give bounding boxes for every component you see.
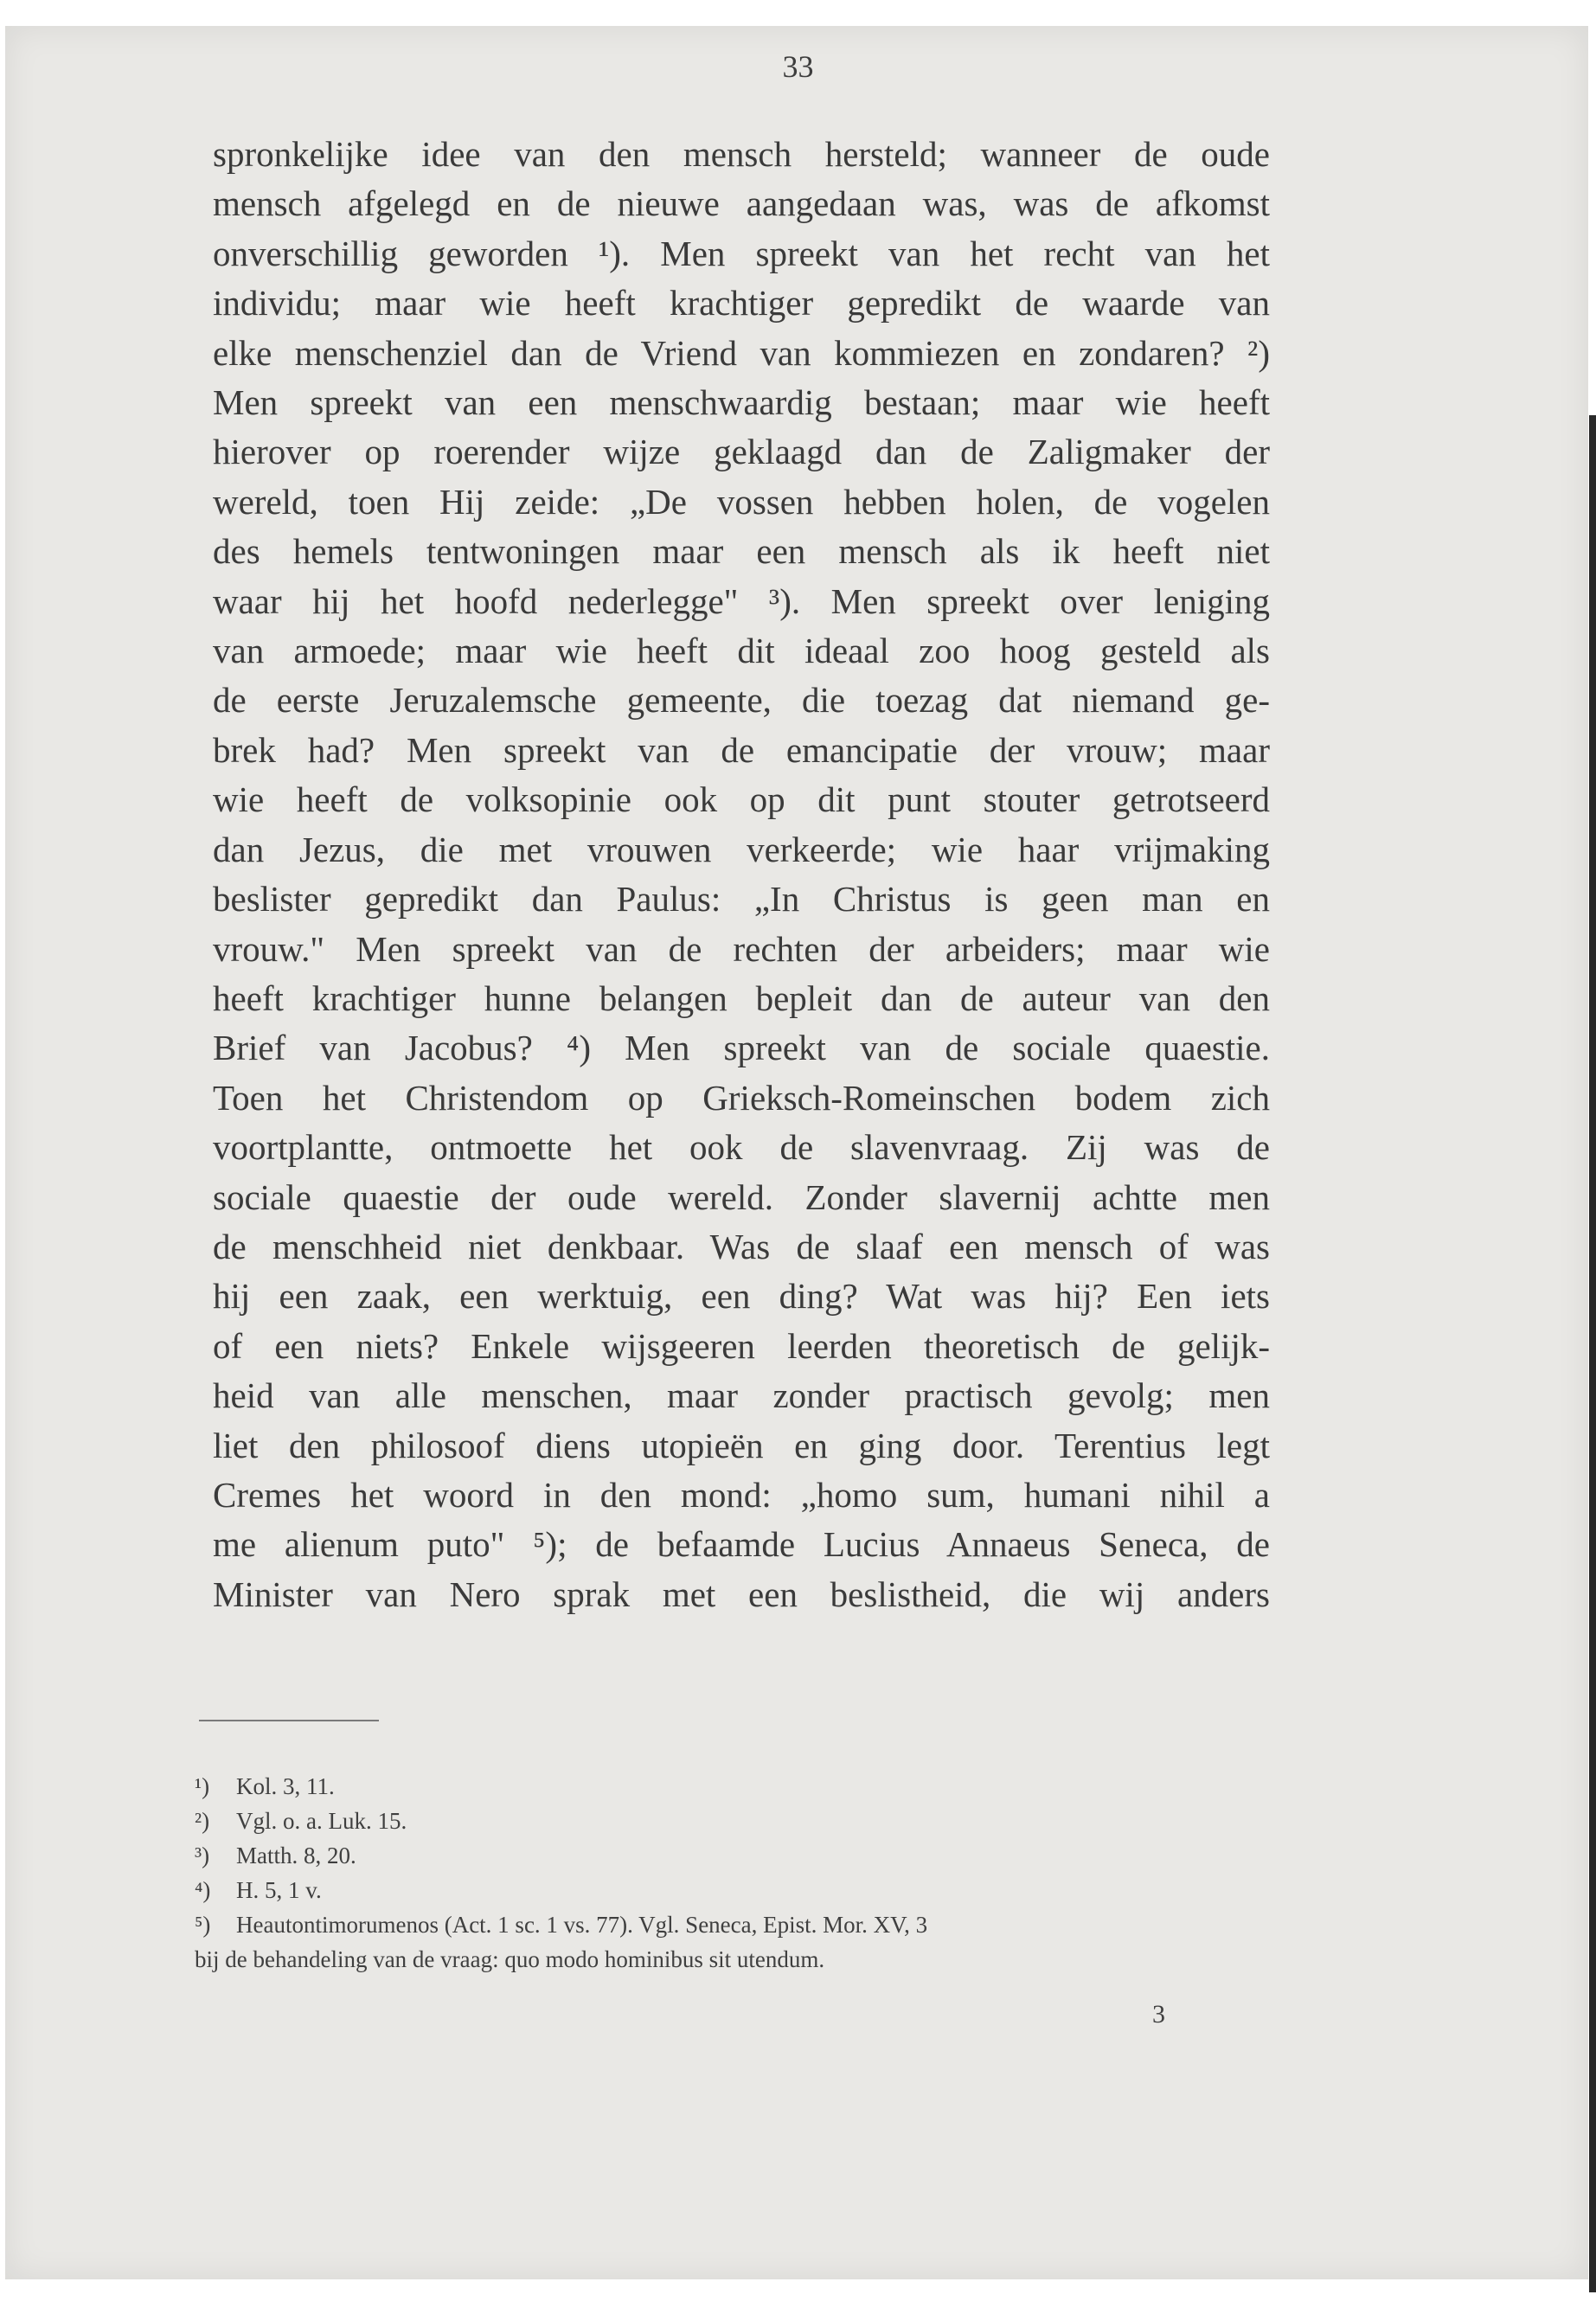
footnotes — [195, 1769, 1285, 1977]
footnote — [195, 1907, 1285, 1942]
text-line: Brief van Jacobus? ⁴) Men spreekt van de sociale quaestie. — [213, 1028, 1270, 1068]
binding-shadow-edge — [1589, 415, 1596, 2292]
footnote-text: Vgl. o. a. Luk. 15. — [236, 1808, 407, 1834]
footnote — [195, 1838, 1285, 1873]
text-line: mensch afgelegd en de nieuwe aangedaan was, was de afkomst — [213, 183, 1270, 224]
footnote — [195, 1873, 1285, 1907]
footnote-mark: ⁴) — [195, 1877, 211, 1903]
text-line: Cremes het woord in den mond: „homo sum, humani nihil a — [213, 1474, 1270, 1515]
text-line: wereld, toen Hij zeide: „De vossen hebben holen, de vogelen — [213, 481, 1270, 522]
text-line: dan Jezus, die met vrouwen verkeerde; wie haar vrijmaking — [213, 829, 1270, 869]
text-line: heid van alle menschen, maar zonder practisch gevolg; men — [213, 1375, 1270, 1416]
text-line: me alienum puto" ⁵); de befaamde Lucius Annaeus Seneca, de — [213, 1524, 1270, 1565]
text-line: Minister van Nero sprak met een beslistheid, die wij anders — [213, 1574, 1270, 1614]
footnote-mark: ²) — [195, 1808, 210, 1834]
footnote-mark: ⁵) — [195, 1912, 211, 1938]
text-line: vrouw." Men spreekt van de rechten der arbeiders; maar wie — [213, 928, 1270, 969]
footnote-continuation — [195, 1942, 1285, 1977]
text-line: waar hij het hoofd nederlegge" ³). Men spreekt over leniging — [213, 580, 1270, 621]
footnote-mark: ³) — [195, 1843, 210, 1868]
footnote-text: H. 5, 1 v. — [236, 1877, 322, 1903]
footnote-text: Kol. 3, 11. — [236, 1773, 335, 1799]
text-line: liet den philosoof diens utopieën en ging door. Terentius legt — [213, 1425, 1270, 1465]
footnote-mark: ¹) — [195, 1773, 210, 1799]
text-line: de eerste Jeruzalemsche gemeente, die toezag dat niemand ge- — [213, 680, 1270, 721]
footnote-text: Heautontimorumenos (Act. 1 sc. 1 vs. 77). Vgl. Seneca, Epist. Mor. XV, 3 — [236, 1912, 928, 1938]
text-line: des hemels tentwoningen maar een mensch als ik heeft niet — [213, 531, 1270, 572]
text-line: hij een zaak, een werktuig, een ding? Wat was hij? Een iets — [213, 1276, 1270, 1317]
text-line: Men spreekt van een menschwaardig bestaan; maar wie heeft — [213, 382, 1270, 423]
text-line: onverschillig geworden ¹). Men spreekt van het recht van het — [213, 233, 1270, 273]
text-line: voortplantte, ontmoette het ook de slavenvraag. Zij was de — [213, 1127, 1270, 1168]
text-line: brek had? Men spreekt van de emancipatie der vrouw; maar — [213, 729, 1270, 770]
text-line: Toen het Christendom op Grieksch-Romeinschen bodem zich — [213, 1077, 1270, 1118]
text-line: of een niets? Enkele wijsgeeren leerden theoretisch de gelijk- — [213, 1325, 1270, 1366]
text-line: hierover op roerender wijze geklaagd dan de Zaligmaker der — [213, 432, 1270, 472]
footnote-text: Matth. 8, 20. — [236, 1843, 356, 1868]
text-line: wie heeft de volksopinie ook op dit punt stouter getrotseerd — [213, 779, 1270, 820]
text-line: spronkelijke idee van den mensch hersteld; wanneer de oude — [213, 134, 1270, 174]
text-line: elke menschenziel dan de Vriend van kommiezen en zondaren? ²) — [213, 332, 1270, 373]
text-line: heeft krachtiger hunne belangen bepleit dan de auteur van den — [213, 977, 1270, 1018]
text-line: beslister gepredikt dan Paulus: „In Christus is geen man en — [213, 879, 1270, 920]
text-line: de menschheid niet denkbaar. Was de slaaf een mensch of was — [213, 1226, 1270, 1266]
text-line: individu; maar wie heeft krachtiger gepredikt de waarde van — [213, 283, 1270, 324]
page-number: 33 — [782, 49, 814, 84]
footnote-divider — [199, 1720, 379, 1721]
text-line: van armoede; maar wie heeft dit ideaal zoo hoog gesteld als — [213, 631, 1270, 671]
signature-mark: 3 — [1152, 2000, 1165, 2029]
footnote — [195, 1769, 1285, 1804]
text-line: sociale quaestie der oude wereld. Zonder slavernij achtte men — [213, 1176, 1270, 1217]
footnote — [195, 1804, 1285, 1838]
footnote-text: bij de behandeling van de vraag: quo modo hominibus sit utendum. — [195, 1946, 825, 1972]
body-text — [213, 130, 1270, 1619]
